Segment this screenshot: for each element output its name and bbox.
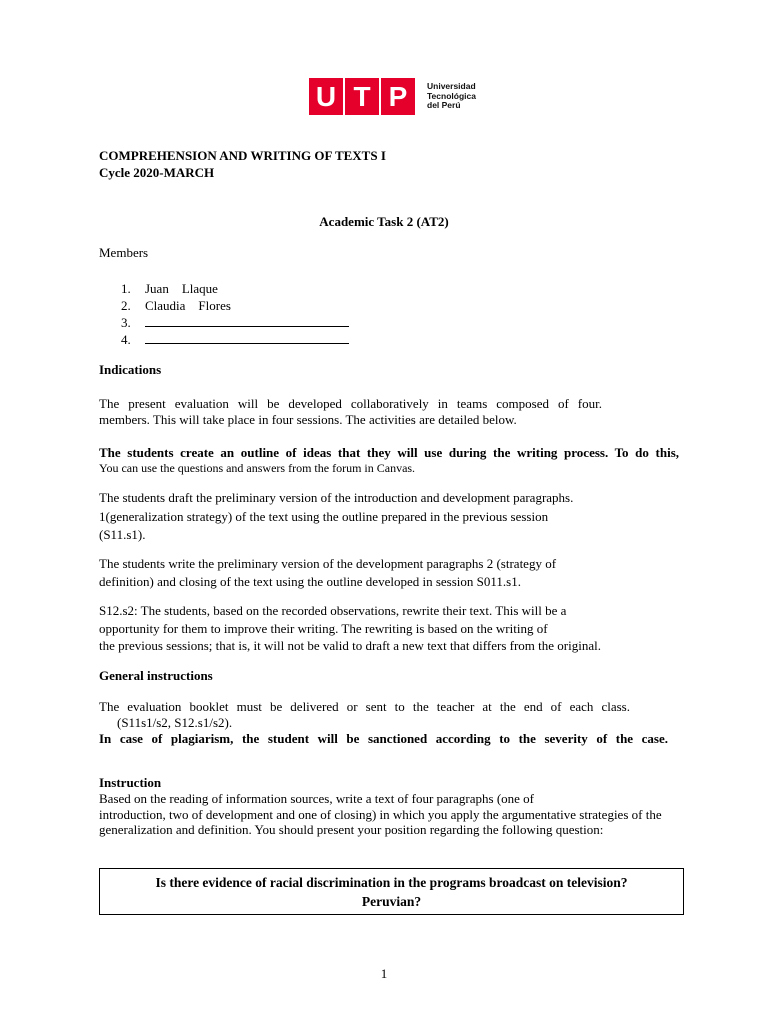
general-instructions-line-2: (S11s1/s2, S12.s1/s2). bbox=[117, 715, 233, 730]
member-blank-line bbox=[145, 314, 349, 327]
question-line-1: Is there evidence of racial discrimination in the programs broadcast on television? bbox=[155, 875, 628, 890]
question-box bbox=[99, 868, 684, 915]
general-instructions-heading: General instructions bbox=[99, 668, 213, 683]
indications-paragraph-4-line-1: The students write the preliminary version of the development paragraphs 2 (strategy of bbox=[99, 556, 557, 571]
general-instructions-plagiarism: In case of plagiarism, the student will be sanctioned according to the severity of the case. bbox=[99, 731, 668, 746]
indications-heading: Indications bbox=[99, 362, 162, 377]
instruction-line-2: introduction, two of development and one of closing) in which you apply the argumentative strategies of the bbox=[99, 807, 662, 822]
course-title: COMPREHENSION AND WRITING OF TEXTS I bbox=[99, 148, 386, 163]
member-item bbox=[121, 331, 349, 348]
indications-paragraph-5-line-2: opportunity for them to improve their writing. The rewriting is based on the writing of bbox=[99, 621, 548, 636]
page-number: 1 bbox=[380, 966, 388, 981]
task-title: Academic Task 2 (AT2) bbox=[319, 214, 449, 229]
logo-university-name bbox=[427, 82, 476, 111]
indications-paragraph-3-line-3: (S11.s1). bbox=[99, 527, 146, 542]
member-number: 2. bbox=[121, 298, 131, 313]
indications-paragraph-3-line-1: The students draft the preliminary version of the introduction and development paragraphs. bbox=[99, 490, 574, 505]
instruction-line-3: generalization and definition. You should present your position regarding the following question: bbox=[99, 822, 604, 837]
instruction-line-1: Based on the reading of information sources, write a text of four paragraphs (one of bbox=[99, 791, 534, 806]
members-list bbox=[121, 280, 349, 348]
indications-paragraph-3-line-2: 1(generalization strategy) of the text using the outline prepared in the previous session bbox=[99, 509, 549, 524]
member-name: Claudia Flores bbox=[145, 298, 231, 313]
indications-paragraph-1-line-1: The present evaluation will be developed collaboratively in teams composed of four. bbox=[99, 396, 602, 411]
members-label: Members bbox=[99, 245, 149, 260]
indications-paragraph-4-line-2: definition) and closing of the text using the outline developed in session S011.s1. bbox=[99, 574, 521, 589]
indications-paragraph-5-line-3: the previous sessions; that is, it will not be valid to draft a new text that differs from the original. bbox=[99, 638, 601, 653]
logo-text-line: Universidad bbox=[427, 81, 476, 92]
logo-letter-p: P bbox=[381, 78, 415, 115]
question-line-2: Peruvian? bbox=[361, 894, 422, 909]
member-name: Juan Llaque bbox=[145, 281, 218, 296]
member-number: 3. bbox=[121, 315, 131, 330]
logo-letters bbox=[309, 78, 417, 115]
member-number: 4. bbox=[121, 332, 131, 347]
member-number: 1. bbox=[121, 281, 131, 296]
indications-paragraph-2-line-2: You can use the questions and answers from the forum in Canvas. bbox=[99, 461, 416, 475]
logo-letter-u: U bbox=[309, 78, 343, 115]
logo-letter-t: T bbox=[345, 78, 379, 115]
member-item bbox=[121, 314, 349, 331]
logo-text-line: del Perú bbox=[427, 100, 461, 111]
utp-logo bbox=[309, 78, 476, 115]
member-blank-line bbox=[145, 331, 349, 344]
general-instructions-line-1: The evaluation booklet must be delivered or sent to the teacher at the end of each class. bbox=[99, 699, 630, 714]
indications-paragraph-5-line-1: S12.s2: The students, based on the recorded observations, rewrite their text. This will be a bbox=[99, 603, 567, 618]
instruction-heading: Instruction bbox=[99, 775, 162, 790]
logo-text-line: Tecnológica bbox=[427, 90, 476, 101]
member-item bbox=[121, 297, 349, 314]
indications-paragraph-2-line-1: The students create an outline of ideas that they will use during the writing process. To do this, bbox=[99, 445, 679, 460]
indications-paragraph-1-line-2: members. This will take place in four sessions. The activities are detailed below. bbox=[99, 412, 517, 427]
cycle-label: Cycle 2020-MARCH bbox=[99, 165, 215, 180]
member-item bbox=[121, 280, 349, 297]
